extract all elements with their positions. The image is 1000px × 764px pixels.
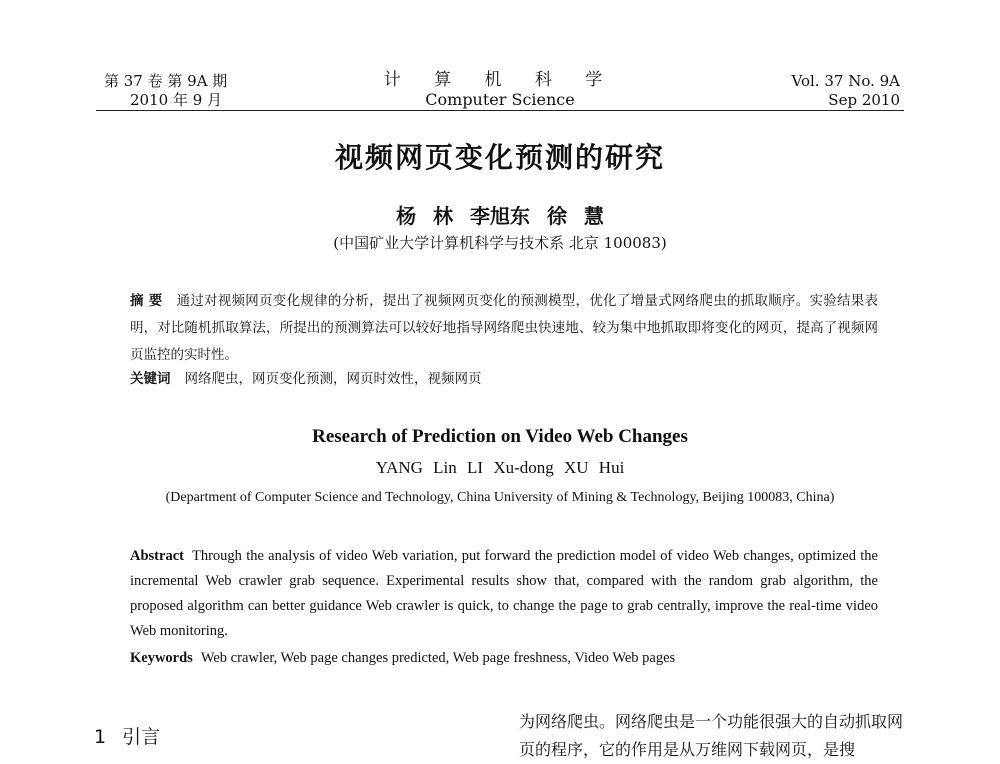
section-title: 引言 <box>122 726 161 748</box>
paper-title-zh: 视频网页变化预测的研究 <box>334 141 665 174</box>
keywords-zh-label: 关键词 <box>130 371 171 387</box>
publication-date-zh: 2010 年 9 月 <box>130 91 223 109</box>
abstract-en-text: Through the analysis of video Web variation, put forward the prediction model of video Web changes, optimized the incremental Web crawler grab sequence. Experimental results show that, compared with the random grab algorithm, the proposed algorithm can better guidance Web crawler is quick, to change the page to grab centrally, improve the real-time video Web monitoring. <box>130 548 878 639</box>
abstract-en <box>130 544 878 644</box>
keywords-zh-text: 网络爬虫，网页变化预测，网页时效性，视频网页 <box>184 371 482 387</box>
keywords-zh <box>130 369 878 389</box>
keywords-en-label: Keywords <box>130 650 193 666</box>
section-heading-introduction <box>94 722 160 749</box>
authors-zh: 杨 林 李旭东 徐 慧 <box>396 204 604 228</box>
section-number: 1 <box>94 726 107 748</box>
header-divider <box>96 110 904 111</box>
volume-issue: 第 37 卷 第 9A 期 <box>104 72 228 90</box>
abstract-zh <box>130 288 878 369</box>
journal-name-en: Computer Science <box>425 90 575 109</box>
keywords-en-text: Web crawler, Web page changes predicted, Web page freshness, Video Web pages <box>200 650 676 666</box>
paper-title-en: Research of Prediction on Video Web Changes <box>312 426 688 447</box>
journal-name-zh: 计 算 机 科 学 <box>383 70 617 90</box>
affiliation-zh: (中国矿业大学计算机科学与技术系 北京 100083) <box>333 234 667 252</box>
publication-date-en: Sep 2010 <box>828 91 900 109</box>
abstract-zh-text: 通过对视频网页变化规律的分析，提出了视频网页变化的预测模型，优化了增量式网络爬虫的抓取顺序。实验结果表明，对比随机抓取算法，所提出的预测算法可以较好地指导网络爬虫快速地、较为集中地抓取即将变化的网页，提高了视频网页监控的实时性。 <box>130 293 878 363</box>
journal-volume-en-block <box>792 72 900 110</box>
abstract-en-label: Abstract <box>130 548 184 564</box>
volume-issue-en: Vol. 37 No. 9A <box>791 72 900 90</box>
abstract-zh-label: 摘 要 <box>130 293 163 309</box>
body-text-right-column: 为网络爬虫。网络爬虫是一个功能很强大的自动抓取网页的程序，它的作用是从万维网下载网页，是搜 <box>519 712 904 759</box>
affiliation-en: (Department of Computer Science and Technology, China University of Mining & Technology, Beijing 100083, China) <box>165 490 835 505</box>
keywords-en <box>130 650 878 667</box>
authors-en: YANG Lin LI Xu-dong XU Hui <box>375 458 625 477</box>
